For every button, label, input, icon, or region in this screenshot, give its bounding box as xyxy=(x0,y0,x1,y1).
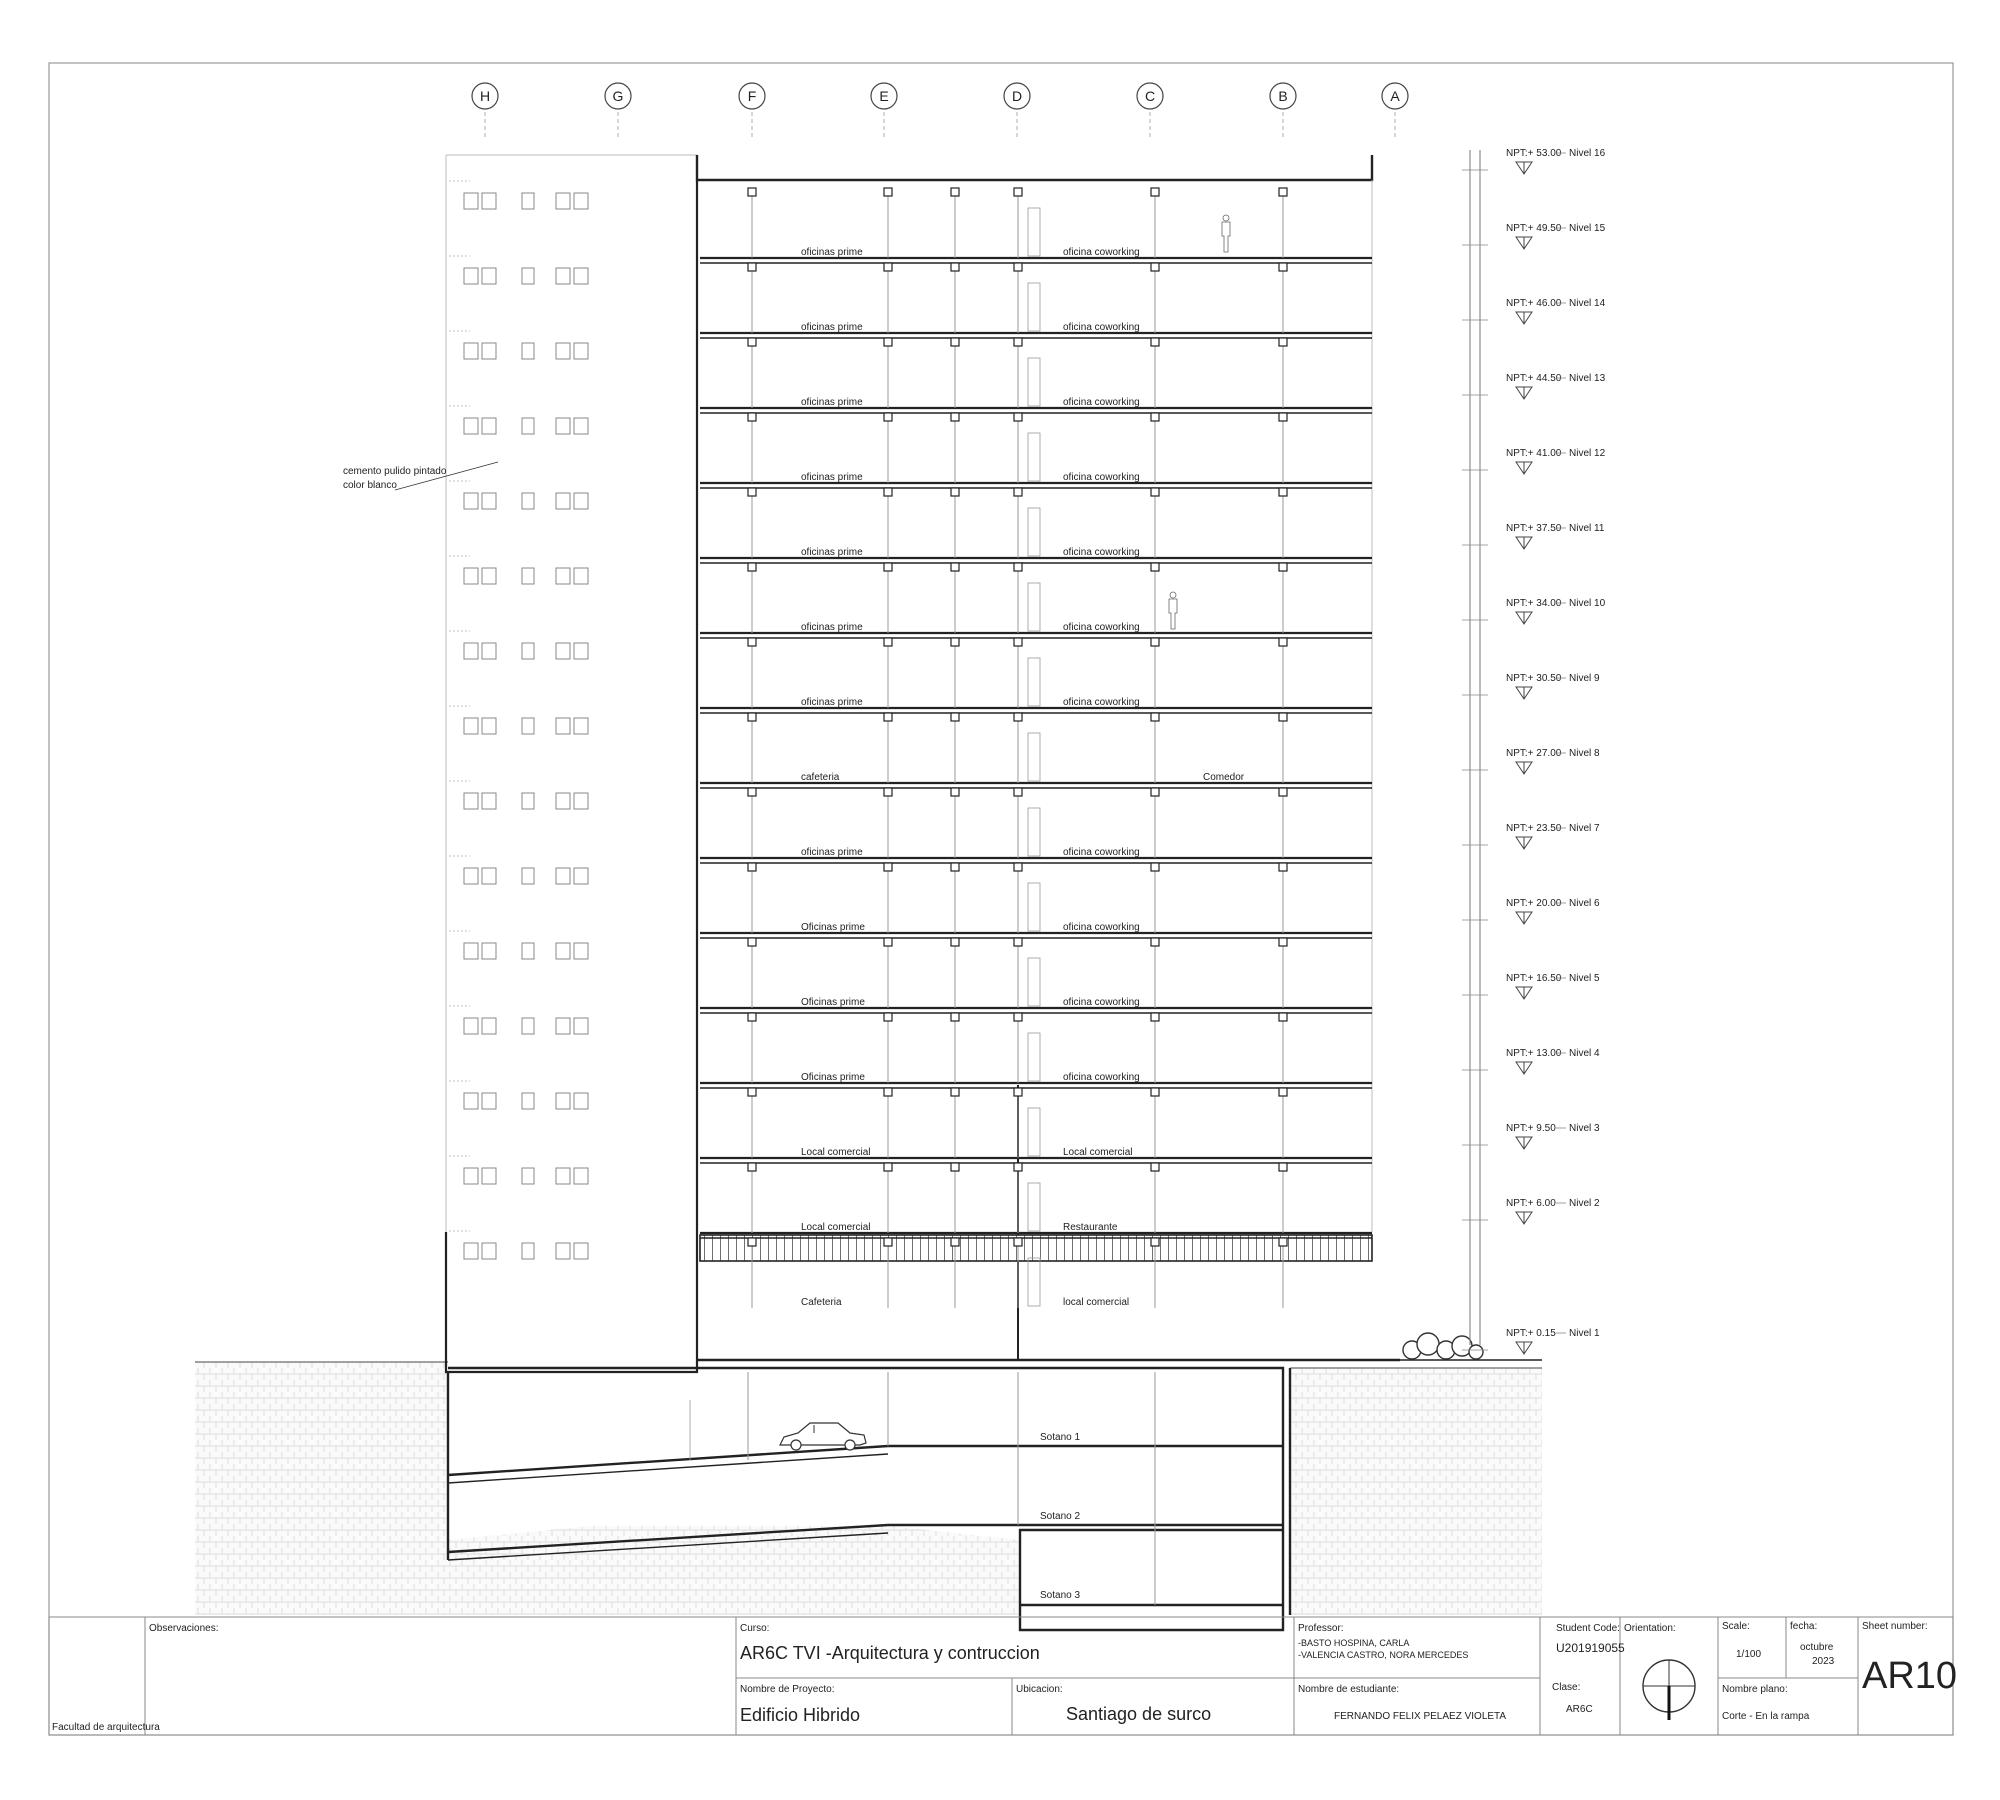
room-label: oficina coworking xyxy=(1063,622,1140,633)
grid-axis-label: B xyxy=(1278,88,1288,104)
level-name: Nivel 12 xyxy=(1569,448,1606,459)
room-label: local comercial xyxy=(1063,1297,1130,1308)
proyecto-value: Edificio Hibrido xyxy=(740,1705,861,1725)
fecha-month: octubre xyxy=(1800,1642,1834,1653)
level-elevation: NPT:+ 9.50 xyxy=(1506,1123,1556,1134)
level-triangle-icon xyxy=(1516,1342,1532,1354)
level-elevation: NPT:+ 49.50 xyxy=(1506,223,1562,234)
student-code-value: U201919055 xyxy=(1556,1641,1625,1655)
orientation-label: Orientation: xyxy=(1624,1623,1676,1634)
level-triangle-icon xyxy=(1516,1212,1532,1224)
room-label: oficina coworking xyxy=(1063,472,1140,483)
room-label: oficinas prime xyxy=(801,247,863,258)
level-name: Nivel 2 xyxy=(1569,1198,1600,1209)
scale-value: 1/100 xyxy=(1736,1649,1762,1660)
room-label: oficina coworking xyxy=(1063,997,1140,1008)
room-label: Restaurante xyxy=(1063,1222,1118,1233)
room-label: Local comercial xyxy=(801,1147,871,1158)
level-triangle-icon xyxy=(1516,1137,1532,1149)
basement-label: Sotano 2 xyxy=(1040,1511,1081,1522)
basement-labels xyxy=(1040,1432,1080,1601)
scale-label: Scale: xyxy=(1722,1621,1750,1632)
level-triangle-icon xyxy=(1516,687,1532,699)
ubicacion-value: Santiago de surco xyxy=(1066,1704,1212,1724)
level-elevation: NPT:+ 27.00 xyxy=(1506,748,1562,759)
level-elevation: NPT:+ 30.50 xyxy=(1506,673,1562,684)
car-icon xyxy=(780,1423,866,1450)
level-name: Nivel 9 xyxy=(1569,673,1600,684)
level-elevation: NPT:+ 37.50 xyxy=(1506,523,1562,534)
level-name: Nivel 1 xyxy=(1569,1328,1600,1339)
ground-hatch xyxy=(195,1362,1542,1615)
title-block-text xyxy=(52,1621,1957,1733)
grid-axis-label: E xyxy=(879,88,889,104)
annotation-line-2: color blanco xyxy=(343,480,397,491)
room-label: Oficinas prime xyxy=(801,922,865,933)
room-label: oficina coworking xyxy=(1063,847,1140,858)
observaciones-label: Observaciones: xyxy=(149,1623,219,1634)
level-name: Nivel 16 xyxy=(1569,148,1606,159)
room-label: Comedor xyxy=(1203,772,1245,783)
professor-1: -BASTO HOSPINA, CARLA xyxy=(1298,1638,1410,1648)
adjacent-elevation xyxy=(446,155,697,1259)
annotation-line-1: cemento pulido pintado xyxy=(343,466,447,477)
proyecto-label: Nombre de Proyecto: xyxy=(740,1684,835,1695)
level-name: Nivel 15 xyxy=(1569,223,1606,234)
room-label: Cafeteria xyxy=(801,1297,842,1308)
orientation-icon xyxy=(1643,1660,1695,1720)
room-label: Local comercial xyxy=(1063,1147,1133,1158)
level-elevation: NPT:+ 20.00 xyxy=(1506,898,1562,909)
room-label: oficinas prime xyxy=(801,547,863,558)
level-name: Nivel 11 xyxy=(1569,523,1605,534)
level-triangle-icon xyxy=(1516,462,1532,474)
title-block xyxy=(49,1617,1953,1735)
curso-value: AR6C TVI -Arquitectura y contruccion xyxy=(740,1643,1040,1663)
room-label: Local comercial xyxy=(801,1222,871,1233)
room-label: oficinas prime xyxy=(801,697,863,708)
grid-axis-label: A xyxy=(1390,88,1400,104)
person-figure xyxy=(1169,592,1177,629)
basement-label: Sotano 1 xyxy=(1040,1432,1081,1443)
level-triangle-icon xyxy=(1516,387,1532,399)
room-label: oficina coworking xyxy=(1063,247,1140,258)
clase-value: AR6C xyxy=(1566,1704,1593,1715)
room-label: oficina coworking xyxy=(1063,322,1140,333)
clase-label: Clase: xyxy=(1552,1682,1581,1693)
student-code-label: Student Code: xyxy=(1556,1623,1620,1634)
level-markers xyxy=(1462,148,1606,1354)
grid-axes xyxy=(472,83,1408,140)
grid-axis-label: C xyxy=(1144,88,1156,104)
level-elevation: NPT:+ 23.50 xyxy=(1506,823,1562,834)
room-label: Oficinas prime xyxy=(801,997,865,1008)
fecha-label: fecha: xyxy=(1790,1621,1818,1632)
level-name: Nivel 3 xyxy=(1569,1123,1600,1134)
estudiante-label: Nombre de estudiante: xyxy=(1298,1684,1400,1695)
professor-label: Professor: xyxy=(1298,1623,1344,1634)
room-label: oficina coworking xyxy=(1063,922,1140,933)
estudiante-value: FERNANDO FELIX PELAEZ VIOLETA xyxy=(1334,1711,1507,1722)
sheet-number: AR10 xyxy=(1862,1655,1958,1697)
level-elevation: NPT:+ 46.00 xyxy=(1506,298,1562,309)
level-elevation: NPT:+ 16.50 xyxy=(1506,973,1562,984)
level-elevation: NPT:+ 34.00 xyxy=(1506,598,1562,609)
level-triangle-icon xyxy=(1516,237,1532,249)
grid-axis-label: G xyxy=(612,88,624,104)
level-triangle-icon xyxy=(1516,912,1532,924)
level-name: Nivel 4 xyxy=(1569,1048,1600,1059)
room-label: oficinas prime xyxy=(801,847,863,858)
level-name: Nivel 13 xyxy=(1569,373,1606,384)
plano-value: Corte - En la rampa xyxy=(1722,1711,1810,1722)
level-triangle-icon xyxy=(1516,162,1532,174)
room-label: oficinas prime xyxy=(801,397,863,408)
floor-stack xyxy=(700,188,1372,1308)
level-elevation: NPT:+ 6.00 xyxy=(1506,1198,1556,1209)
level-triangle-icon xyxy=(1516,987,1532,999)
level-name: Nivel 10 xyxy=(1569,598,1606,609)
level-triangle-icon xyxy=(1516,537,1532,549)
level-name: Nivel 6 xyxy=(1569,898,1600,909)
room-label: Oficinas prime xyxy=(801,1072,865,1083)
level-elevation: NPT:+ 53.00 xyxy=(1506,148,1562,159)
person-figure xyxy=(1222,215,1230,252)
level-name: Nivel 5 xyxy=(1569,973,1600,984)
level-elevation: NPT:+ 13.00 xyxy=(1506,1048,1562,1059)
level-triangle-icon xyxy=(1516,837,1532,849)
grid-axis-label: F xyxy=(747,88,757,104)
level-elevation: NPT:+ 0.15 xyxy=(1506,1328,1556,1339)
faculty-name: Facultad de arquitectura xyxy=(52,1722,160,1733)
fecha-year: 2023 xyxy=(1812,1656,1835,1667)
level-triangle-icon xyxy=(1516,312,1532,324)
ramp-upper xyxy=(448,1446,888,1475)
room-label: oficina coworking xyxy=(1063,547,1140,558)
level-name: Nivel 8 xyxy=(1569,748,1600,759)
sheet-label: Sheet number: xyxy=(1862,1621,1928,1632)
level-triangle-icon xyxy=(1516,1062,1532,1074)
professor-2: -VALENCIA CASTRO, NORA MERCEDES xyxy=(1298,1650,1469,1660)
material-annotation xyxy=(343,462,498,491)
room-label: oficina coworking xyxy=(1063,397,1140,408)
grid-axis-label: H xyxy=(479,88,491,104)
room-label: oficinas prime xyxy=(801,322,863,333)
level-name: Nivel 7 xyxy=(1569,823,1600,834)
room-label: oficinas prime xyxy=(801,622,863,633)
shrub-icon xyxy=(1403,1333,1483,1359)
curso-label: Curso: xyxy=(740,1623,770,1634)
level-name: Nivel 14 xyxy=(1569,298,1606,309)
room-label: oficinas prime xyxy=(801,472,863,483)
room-label: oficina coworking xyxy=(1063,697,1140,708)
grid-axis-label: D xyxy=(1011,88,1023,104)
room-label: oficina coworking xyxy=(1063,1072,1140,1083)
level-elevation: NPT:+ 44.50 xyxy=(1506,373,1562,384)
level-elevation: NPT:+ 41.00 xyxy=(1506,448,1562,459)
level-triangle-icon xyxy=(1516,612,1532,624)
plano-label: Nombre plano: xyxy=(1722,1684,1788,1695)
level-triangle-icon xyxy=(1516,762,1532,774)
ubicacion-label: Ubicacion: xyxy=(1016,1684,1063,1695)
room-label: cafeteria xyxy=(801,772,840,783)
basement-label: Sotano 3 xyxy=(1040,1590,1081,1601)
truss-band xyxy=(700,1235,1372,1261)
